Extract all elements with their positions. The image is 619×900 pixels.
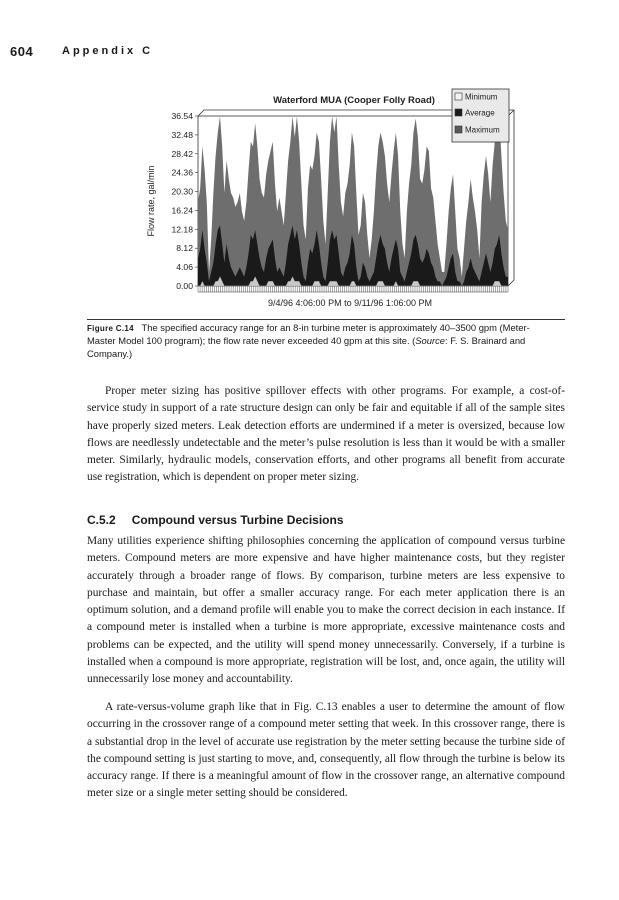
x-axis-label: 9/4/96 4:06:00 PM to 9/11/96 1:06:00 PM bbox=[268, 298, 432, 308]
paragraph-text: Proper meter sizing has positive spillover effects with other programs. For example, a cost-of-service study in support of a rate structure design can only be fair and equitable if all of the sample sites have properly sized meters. Leak detection efforts are undermined if a meter is oversized, because low flows are needlessly undetectable and the meter’s pulse resolution is less than it would be with a smaller meter. Similarly, hydraulic models, conservation efforts, and other programs all benefit from accurate use registration, which is dependent on proper meter sizing. bbox=[87, 385, 565, 484]
y-tick-label: 0.00 bbox=[176, 281, 193, 291]
y-tick-label: 28.42 bbox=[171, 148, 193, 159]
body-paragraph-2 bbox=[87, 533, 565, 689]
paragraph-text: A rate-versus-volume graph like that in Fig. C.13 enables a user to determine the amount of flow occurring in the crossover range of a compound meter setting that week. In this crossover range, there is a substantial drop in the level of accurate use registration by the meter setting because the turbine side of the compound setting is just starting to move, and, consequently, all flow through the turbine is below its accuracy range. If there is a meaningful amount of flow in the crossover range, an alternative compound meter size or a single meter setting should be considered. bbox=[87, 701, 565, 800]
y-tick-label: 24.36 bbox=[171, 167, 193, 178]
y-tick-layer bbox=[171, 111, 198, 291]
caption-rule bbox=[87, 319, 565, 320]
caption-source-text: : F. S. Brainard and Company.) bbox=[87, 335, 526, 359]
body-paragraph-1 bbox=[87, 383, 565, 487]
y-tick-label: 32.48 bbox=[171, 129, 193, 140]
figure-caption bbox=[87, 322, 547, 360]
y-axis-label: Flow rate, gal/min bbox=[146, 165, 156, 237]
y-tick-label: 16.24 bbox=[171, 205, 193, 216]
section-title: Compound versus Turbine Decisions bbox=[131, 513, 344, 527]
legend-swatch-maximum bbox=[455, 126, 462, 133]
y-tick-label: 4.06 bbox=[176, 262, 193, 273]
paragraph-text: Many utilities experience shifting philosophies concerning the application of compound versus turbine meters. Compound meters are more expensive and have higher maintenance costs, but they register accurately through a broader range of flows. By comparison, turbine meters are less expensive to purchase and maintain, but offer a smaller accuracy range. For each meter application there is an optimum solution, and a demand profile will enable you to make the correct decision in each instance. If a compound meter is installed when a turbine is more appropriate, excessive maintenance costs and problems can be expected, and the utility will spend money unnecessarily. Conversely, if a turbine is installed when a compound is more appropriate, registration will be lost, and, once again, the utility will unnecessarily lose money and accountability. bbox=[87, 535, 565, 686]
chart-title: Waterford MUA (Cooper Folly Road) bbox=[273, 95, 435, 106]
y-tick-label: 12.18 bbox=[171, 224, 193, 235]
figure-c14 bbox=[140, 86, 520, 316]
section-heading bbox=[87, 513, 344, 527]
caption-text: The specified accuracy range for an 8-in turbine meter is approximately 40–3500 gpm (Meter-Master Model 100 program); the flow rate never exceeded 40 gpm at this site. ( bbox=[87, 322, 530, 347]
legend-label-minimum: Minimum bbox=[465, 92, 498, 102]
caption-source-label: Source bbox=[415, 335, 446, 347]
legend-label-maximum: Maximum bbox=[465, 125, 500, 135]
y-tick-label: 8.12 bbox=[176, 243, 193, 254]
body-paragraph-3 bbox=[87, 699, 565, 803]
legend-swatch-average bbox=[455, 109, 462, 116]
page-number: 604 bbox=[10, 44, 34, 59]
flow-rate-chart bbox=[140, 86, 520, 316]
legend-swatch-minimum bbox=[455, 93, 462, 100]
running-header-title: Appendix C bbox=[62, 45, 154, 57]
y-tick-label: 20.30 bbox=[171, 186, 193, 197]
caption-label: Figure C.14 bbox=[87, 324, 134, 333]
legend-label-average: Average bbox=[465, 108, 495, 118]
y-tick-label: 36.54 bbox=[171, 111, 193, 121]
legend bbox=[452, 89, 509, 142]
x-tick-layer bbox=[198, 286, 508, 292]
section-number: C.5.2 bbox=[87, 513, 116, 527]
